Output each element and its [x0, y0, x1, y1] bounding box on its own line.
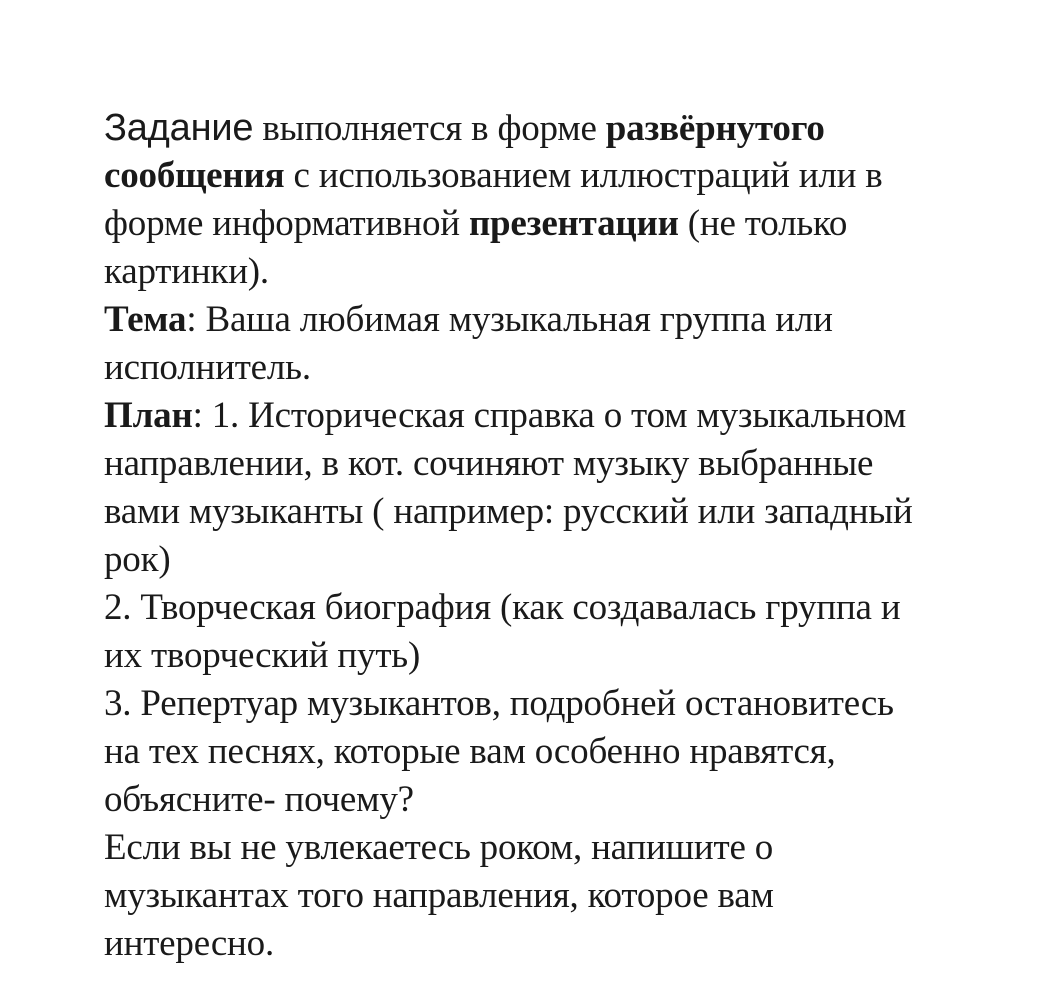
plan-item-3-line-1: 3. Репертуар музыкантов, подробней остановитесь [104, 683, 894, 724]
task-intro-word: Задание [104, 107, 254, 149]
plan-label: План [104, 395, 193, 436]
task-bold-presentation: презентации [468, 203, 679, 244]
task-not-only-text: (не только [678, 203, 848, 244]
plan-item-2-line-1: 2. Творческая биография (как создавалась группа и [104, 587, 901, 628]
theme-text: : Ваша любимая музыкальная группа или [186, 299, 833, 340]
assignment-document [104, 104, 1024, 968]
theme-line-1 [104, 296, 1024, 344]
task-line-4: картинки). [104, 251, 269, 292]
task-informative-text: форме информативной [104, 203, 469, 244]
plan-item-1-line-2: направлении, в кот. сочиняют музыку выбранные [104, 443, 874, 484]
plan-item-1-text: : 1. Историческая справка о том музыкальном [192, 395, 907, 436]
plan-item-3-line-3: объясните- почему? [104, 779, 414, 820]
task-bold-expanded: развёрнутого [605, 108, 825, 149]
task-intro-text: выполняется в форме [253, 108, 606, 149]
theme-label: Тема [104, 299, 187, 340]
task-line-2 [104, 152, 1024, 200]
task-bold-message: сообщения [104, 155, 285, 196]
plan-item-2-line-2: их творческий путь) [104, 635, 421, 676]
note-line-2: музыкантах того направления, которое вам [104, 875, 774, 916]
task-line-1 [104, 104, 1024, 152]
theme-line-2: исполнитель. [104, 347, 311, 388]
note-line-1: Если вы не увлекаетесь роком, напишите о [104, 827, 774, 868]
task-line-3 [104, 200, 1024, 248]
note-line-3: интересно. [104, 923, 275, 964]
plan-line-1 [104, 392, 1024, 440]
plan-item-1-line-4: рок) [104, 539, 171, 580]
plan-item-3-line-2: на тех песнях, которые вам особенно нравятся, [104, 731, 836, 772]
task-illustrations-text: с использованием иллюстраций или в [284, 155, 883, 196]
plan-item-1-line-3: вами музыканты ( например: русский или западный [104, 491, 913, 532]
